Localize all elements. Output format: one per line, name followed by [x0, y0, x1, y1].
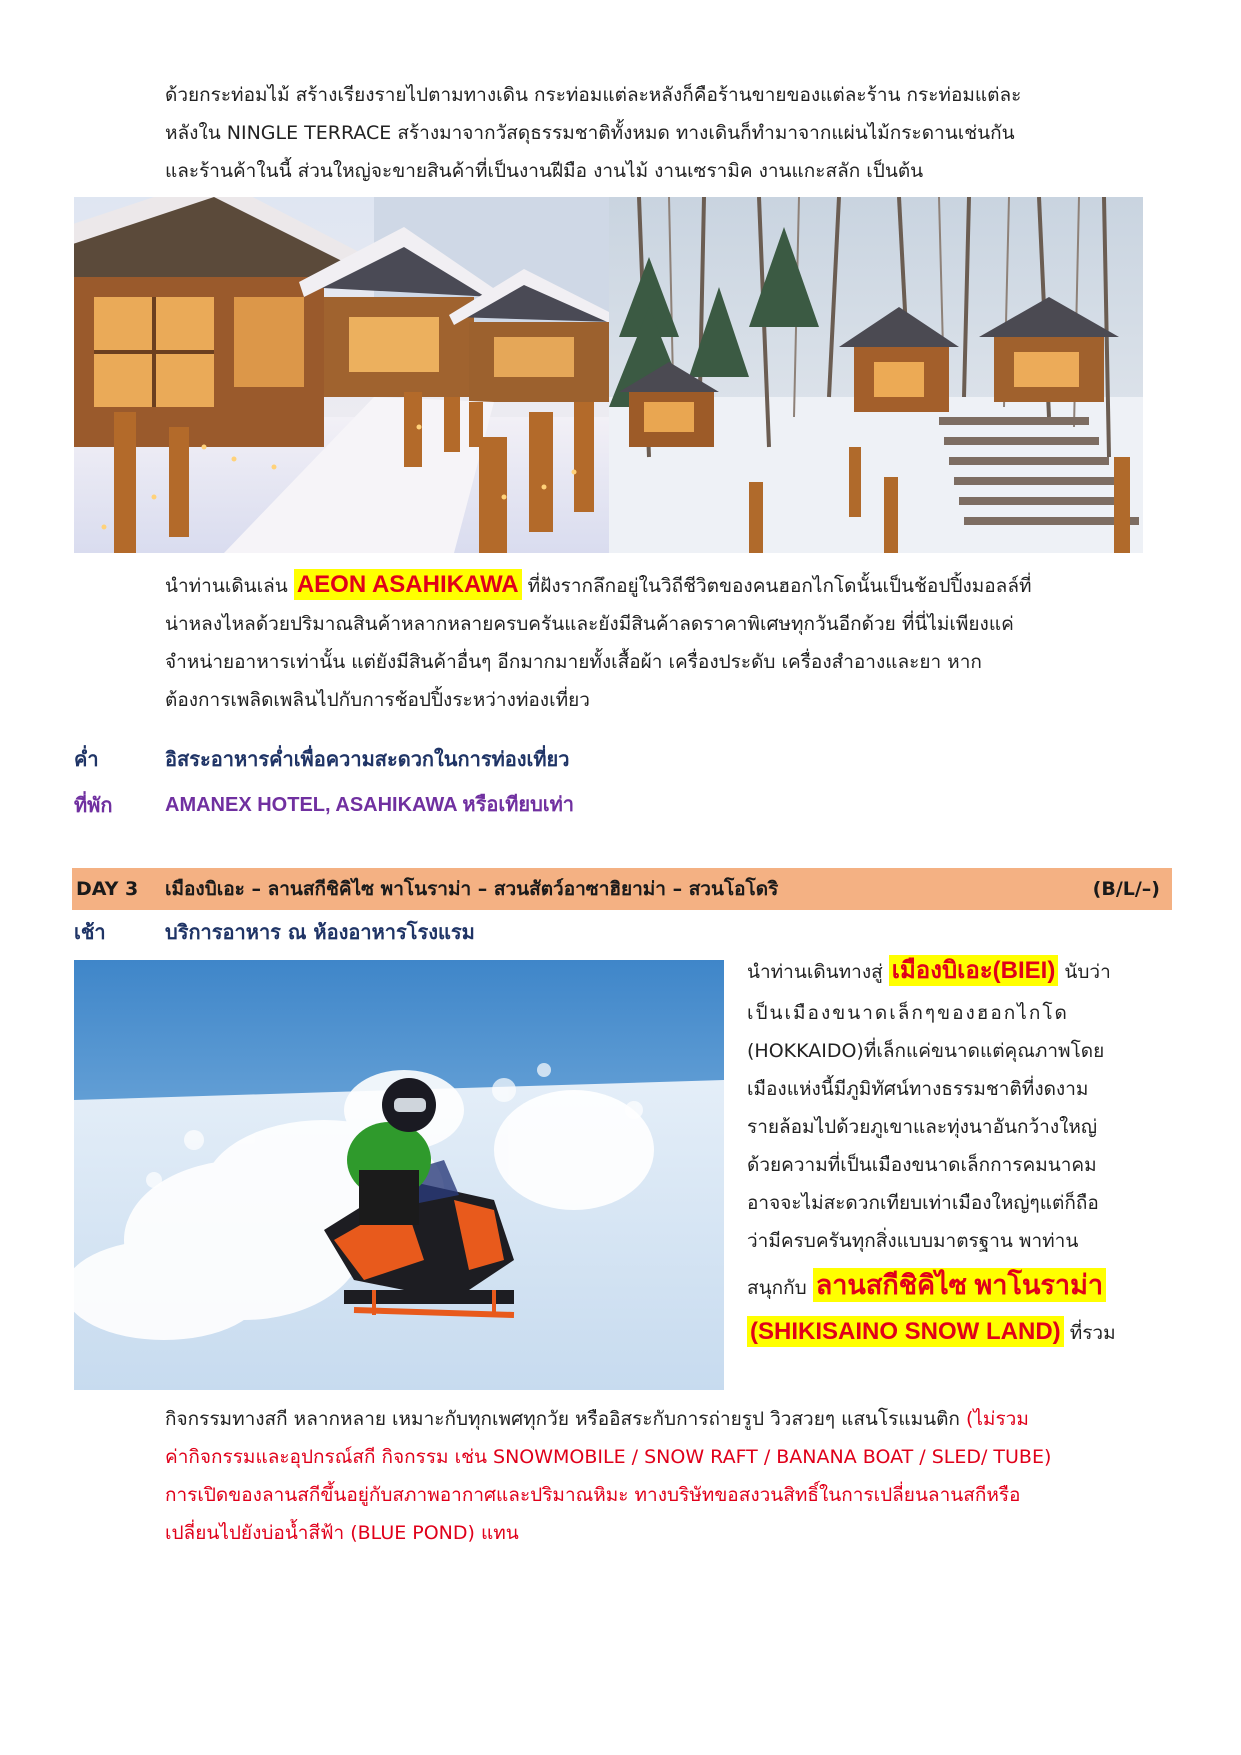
- dinner-label: ค่ำ: [74, 747, 99, 771]
- biei-line: (HOKKAIDO)ที่เล็กแค่ขนาดแต่คุณภาพโดย: [747, 1040, 1105, 1062]
- fun-text: สนุกกับ: [747, 1277, 813, 1299]
- breakfast-text: บริการอาหาร ณ ห้องอาหารโรงแรม: [165, 920, 475, 944]
- ski-en-line: [747, 1310, 1161, 1354]
- hotel-name: AMANEX HOTEL, ASAHIKAWA: [165, 794, 457, 816]
- ski-name-line: [747, 1260, 1161, 1310]
- biei-line: เป็นเมืองขนาดเล็กๆของฮอกไกโด: [747, 1002, 1069, 1024]
- biei-line: อาจจะไม่สะดวกเทียบเท่าเมืองใหญ่ๆแต่ก็ถือ: [747, 1192, 1099, 1214]
- ski-thai-highlight: ลานสกีชิคิไซ พาโนราม่า: [813, 1268, 1106, 1302]
- aeon-lead-text: นำท่านเดินเล่น: [165, 575, 288, 597]
- breakfast-label: เช้า: [74, 920, 106, 944]
- day3-header-band: [72, 868, 1172, 910]
- biei-highlight: เมืองบิเอะ(BIEI): [889, 955, 1059, 986]
- ski-english-highlight: (SHIKISAINO SNOW LAND): [747, 1316, 1064, 1347]
- aeon-paragraph: [165, 566, 1170, 719]
- aeon-line: [165, 566, 1170, 605]
- dinner-row: [74, 740, 1174, 778]
- dinner-text: อิสระอาหารค่ำเพื่อความสะดวกในการท่องเที่ยว: [165, 747, 570, 771]
- ningle-terrace-cabins-photo: [74, 197, 609, 553]
- aeon-line: น่าหลงไหลด้วยปริมาณสินค้าหลากหลายครบครันและยังมีสินค้าลดราคาพิเศษทุกวันอีกด้วย ที่นี่ไม่เพียงแค่: [165, 613, 1014, 635]
- ski-paragraph: [165, 1400, 1170, 1552]
- breakfast-row: [74, 913, 1174, 951]
- intro-paragraph: [165, 76, 1170, 190]
- ski-line: การเปิดของลานสกีขึ้นอยู่กับสภาพอากาศและปริมาณหิมะ ทางบริษัทขอสงวนสิทธิ์ในการเปลี่ยนลานสกีหรือ: [165, 1484, 1021, 1506]
- hotel-suffix: หรือเทียบเท่า: [456, 794, 575, 816]
- aeon-line: จำหน่ายอาหารเท่านั้น แต่ยังมีสินค้าอื่นๆ อีกมากมายทั้งเสื้อผ้า เครื่องประดับ เครื่องสำอางและยา หาก: [165, 651, 982, 673]
- biei-intro-line: [747, 948, 1161, 994]
- snowmobile-photo: [74, 960, 724, 1390]
- biei-side-text: [747, 948, 1161, 1354]
- intro-line: ด้วยกระท่อมไม้ สร้างเรียงรายไปตามทางเดิน กระท่อมแต่ละหลังก็คือร้านขายของแต่ละร้าน กระท่อมแต่ละ: [165, 84, 1022, 106]
- aeon-line: ต้องการเพลิดเพลินไปกับการช้อปปิ้งระหว่างท่องเที่ยว: [165, 689, 590, 711]
- ski-line: เปลี่ยนไปยังบ่อน้ำสีฟ้า (BLUE POND) แทน: [165, 1522, 519, 1544]
- ski-line: ค่ากิจกรรมและอุปกรณ์สกี กิจกรรม เช่น SNOWMOBILE / SNOW RAFT / BANANA BOAT / SLED/ TUBE): [165, 1446, 1052, 1468]
- biei-line: เมืองแห่งนี้มีภูมิทัศน์ทางธรรมชาติที่งดงาม: [747, 1078, 1089, 1100]
- hotel-label: ที่พัก: [74, 793, 113, 817]
- biei-after: นับว่า: [1058, 961, 1111, 983]
- hotel-row: [74, 786, 1174, 824]
- biei-lead: นำท่านเดินทางสู่: [747, 961, 889, 983]
- ski-line: [165, 1400, 1170, 1438]
- biei-line: รายล้อมไปด้วยภูเขาและทุ่งนาอันกว้างใหญ่: [747, 1116, 1098, 1138]
- intro-line: หลังใน NINGLE TERRACE สร้างมาจากวัสดุธรรมชาติทั้งหมด ทางเดินก็ทำมาจากแผ่นไม้กระดานเช่นกัน: [165, 122, 1015, 144]
- forest-cabins-stairs-photo: [609, 197, 1143, 553]
- day-number: DAY 3: [76, 878, 139, 900]
- aeon-line1-rest: ที่ฝังรากลึกอยู่ในวิถีชีวิตของคนฮอกไกโดนั้นเป็นช้อปปิ้งมอลล์ที่: [521, 575, 1032, 597]
- aeon-asahikawa-highlight: AEON ASAHIKAWA: [294, 569, 522, 600]
- biei-line: ด้วยความที่เป็นเมืองขนาดเล็กการคมนาคม: [747, 1154, 1097, 1176]
- ski-line1-red: (ไม่รวม: [965, 1408, 1029, 1430]
- day-title: เมืองบิเอะ – ลานสกีชิคิไซ พาโนราม่า – สวนสัตว์อาซาฮิยาม่า – สวนโอโดริ: [165, 878, 779, 900]
- ski-line1-black: กิจกรรมทางสกี หลากหลาย เหมาะกับทุกเพศทุกวัย หรืออิสระกับการถ่ายรูป วิวสวยๆ แสนโรแมนติก: [165, 1408, 966, 1430]
- hotel-value: [165, 786, 574, 824]
- intro-line: และร้านค้าในนี้ ส่วนใหญ่จะขายสินค้าที่เป็นงานฝีมือ งานไม้ งานเซรามิค งานแกะสลัก เป็นต้น: [165, 160, 924, 182]
- ski-tail-text: ที่รวม: [1063, 1322, 1116, 1344]
- day-meals: (B/L/–): [1092, 878, 1160, 900]
- biei-line: ว่ามีครบครันทุกสิ่งแบบมาตรฐาน พาท่าน: [747, 1230, 1079, 1252]
